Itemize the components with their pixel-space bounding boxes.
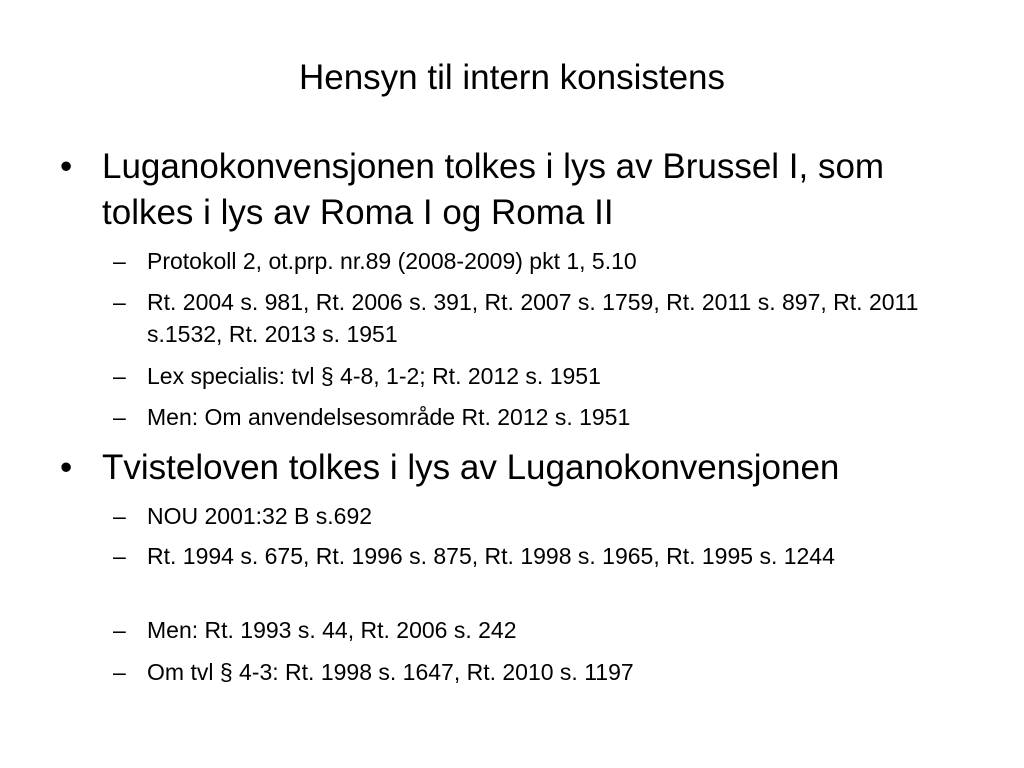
dash-marker: – — [113, 248, 126, 274]
bullet-text: Tvisteloven tolkes i lys av Luganokonvensjonen — [102, 448, 840, 487]
bullet-item — [60, 445, 960, 491]
sub-bullet-text: Men: Om anvendelsesområde Rt. 2012 s. 1951 — [147, 404, 631, 430]
dash-marker: – — [113, 659, 126, 685]
dash-marker: – — [113, 503, 126, 529]
sub-bullet-item — [113, 500, 943, 532]
sub-bullet-text: Rt. 1994 s. 675, Rt. 1996 s. 875, Rt. 1998 s. 1965, Rt. 1995 s. 1244 — [147, 543, 835, 569]
dash-marker: – — [113, 543, 126, 569]
dash-marker: – — [113, 617, 126, 643]
bullet-marker: • — [60, 147, 73, 186]
sub-bullet-text: Rt. 2004 s. 981, Rt. 2006 s. 391, Rt. 2007 s. 1759, Rt. 2011 s. 897, Rt. 2011 s.1532, Rt. 2013 s. 1951 — [147, 289, 919, 347]
bullet-marker: • — [60, 448, 73, 487]
dash-marker: – — [113, 404, 126, 430]
sub-bullet-item — [113, 540, 943, 572]
sub-bullet-item — [113, 245, 943, 277]
sub-bullet-text: Protokoll 2, ot.prp. nr.89 (2008-2009) pkt 1, 5.10 — [147, 248, 637, 274]
bullet-item — [60, 144, 960, 236]
sub-bullet-text: Om tvl § 4-3: Rt. 1998 s. 1647, Rt. 2010 s. 1197 — [147, 659, 634, 685]
sub-bullet-item — [113, 656, 943, 688]
sub-bullet-item — [113, 286, 943, 350]
sub-bullet-item — [113, 614, 943, 646]
sub-bullet-item — [113, 360, 943, 392]
bullet-text: Luganokonvensjonen tolkes i lys av Brussel I, som tolkes i lys av Roma I og Roma II — [102, 147, 885, 232]
sub-bullet-text: Men: Rt. 1993 s. 44, Rt. 2006 s. 242 — [147, 617, 517, 643]
dash-marker: – — [113, 363, 126, 389]
sub-bullet-text: Lex specialis: tvl § 4-8, 1-2; Rt. 2012 s. 1951 — [147, 363, 601, 389]
dash-marker: – — [113, 289, 126, 315]
slide-title: Hensyn til intern konsistens — [298, 58, 726, 97]
sub-bullet-item — [113, 401, 943, 433]
sub-bullet-text: NOU 2001:32 B s.692 — [147, 503, 373, 529]
